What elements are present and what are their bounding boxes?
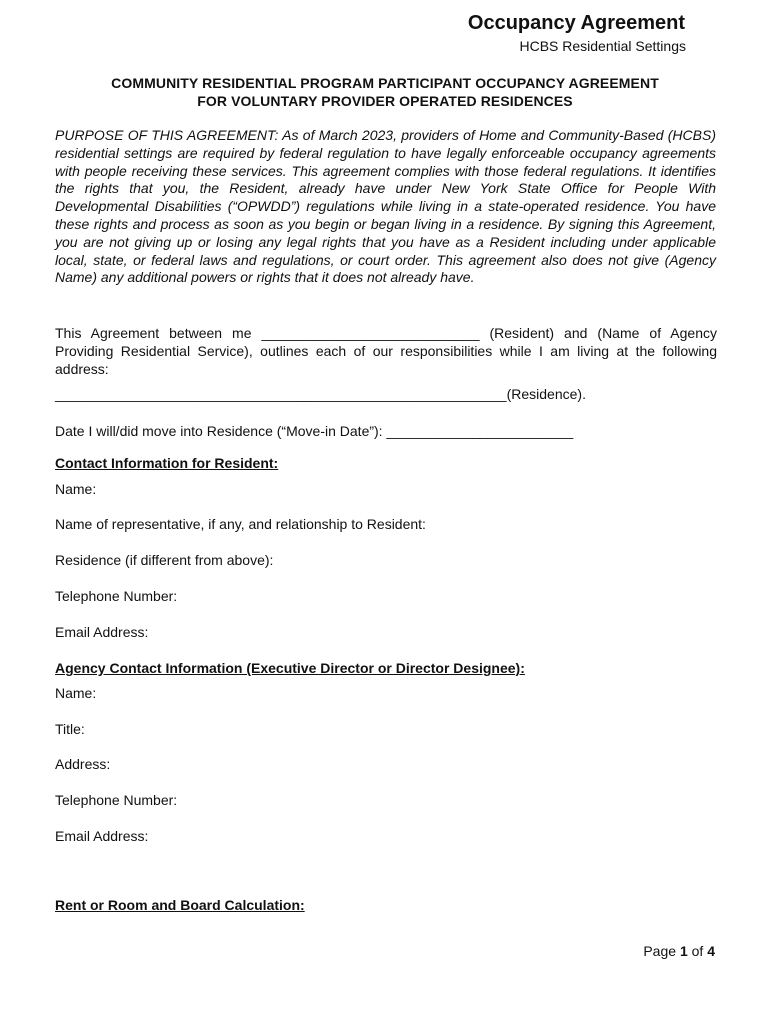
resident-email-field: Email Address: bbox=[55, 624, 149, 640]
resident-representative-field: Name of representative, if any, and relationship to Resident: bbox=[55, 516, 426, 532]
agreement-paragraph: This Agreement between me ____________________________ (Resident) and (Name of Agency Providing Residential Service), outlines each of our responsibilities while I am living at the following address: bbox=[55, 325, 717, 377]
document-title: Occupancy Agreement bbox=[467, 12, 685, 34]
agency-contact-heading: Agency Contact Information (Executive Director or Director Designee): bbox=[55, 660, 525, 676]
agency-address-field: Address: bbox=[55, 756, 111, 772]
agency-title-field: Title: bbox=[55, 721, 85, 737]
page-total: 4 bbox=[707, 943, 715, 959]
rent-calculation-heading: Rent or Room and Board Calculation: bbox=[55, 897, 305, 913]
resident-name-field: Name: bbox=[55, 481, 97, 497]
resident-telephone-field: Telephone Number: bbox=[55, 588, 178, 604]
agreement-heading bbox=[0, 74, 770, 110]
resident-contact-heading: Contact Information for Resident: bbox=[55, 455, 279, 471]
page-of: of bbox=[687, 943, 708, 959]
agreement-heading-line-2: FOR VOLUNTARY PROVIDER OPERATED RESIDENCES bbox=[197, 93, 573, 109]
purpose-paragraph: PURPOSE OF THIS AGREEMENT: As of March 2023, providers of Home and Community-Based (HCBS) residential settings are required by federal regulation to have legally enforceable occupancy agreements with people receiving these services. This agreement complies with those federal regulations. It identifies the rights that you, the Resident, already have under New York State Office for People With Developmental Disabilities (“OPWDD”) regulations while living in a state-operated residence. You have these rights and process as soon as you begin or began living in a residence. By signing this Agreement, you are not giving up or losing any legal rights that you have as a Resident including under applicable local, state, or federal laws and regulations, or court order. This agreement also does not give (Agency Name) any additional powers or rights that it does not already have. bbox=[55, 127, 716, 286]
page-number bbox=[643, 943, 715, 959]
agency-telephone-field: Telephone Number: bbox=[55, 792, 178, 808]
residence-line: __________________________________________________________(Residence). bbox=[55, 386, 586, 402]
document-subtitle: HCBS Residential Settings bbox=[519, 38, 686, 54]
page-prefix: Page bbox=[643, 943, 680, 959]
page-current: 1 bbox=[679, 943, 688, 959]
agency-name-field: Name: bbox=[55, 685, 97, 701]
agreement-heading-line-1: COMMUNITY RESIDENTIAL PROGRAM PARTICIPANT OCCUPANCY AGREEMENT bbox=[111, 75, 659, 91]
move-in-date-line: Date I will/did move into Residence (“Move-in Date”): ________________________ bbox=[55, 423, 574, 439]
resident-residence-field: Residence (if different from above): bbox=[55, 552, 274, 568]
agency-email-field: Email Address: bbox=[55, 828, 149, 844]
